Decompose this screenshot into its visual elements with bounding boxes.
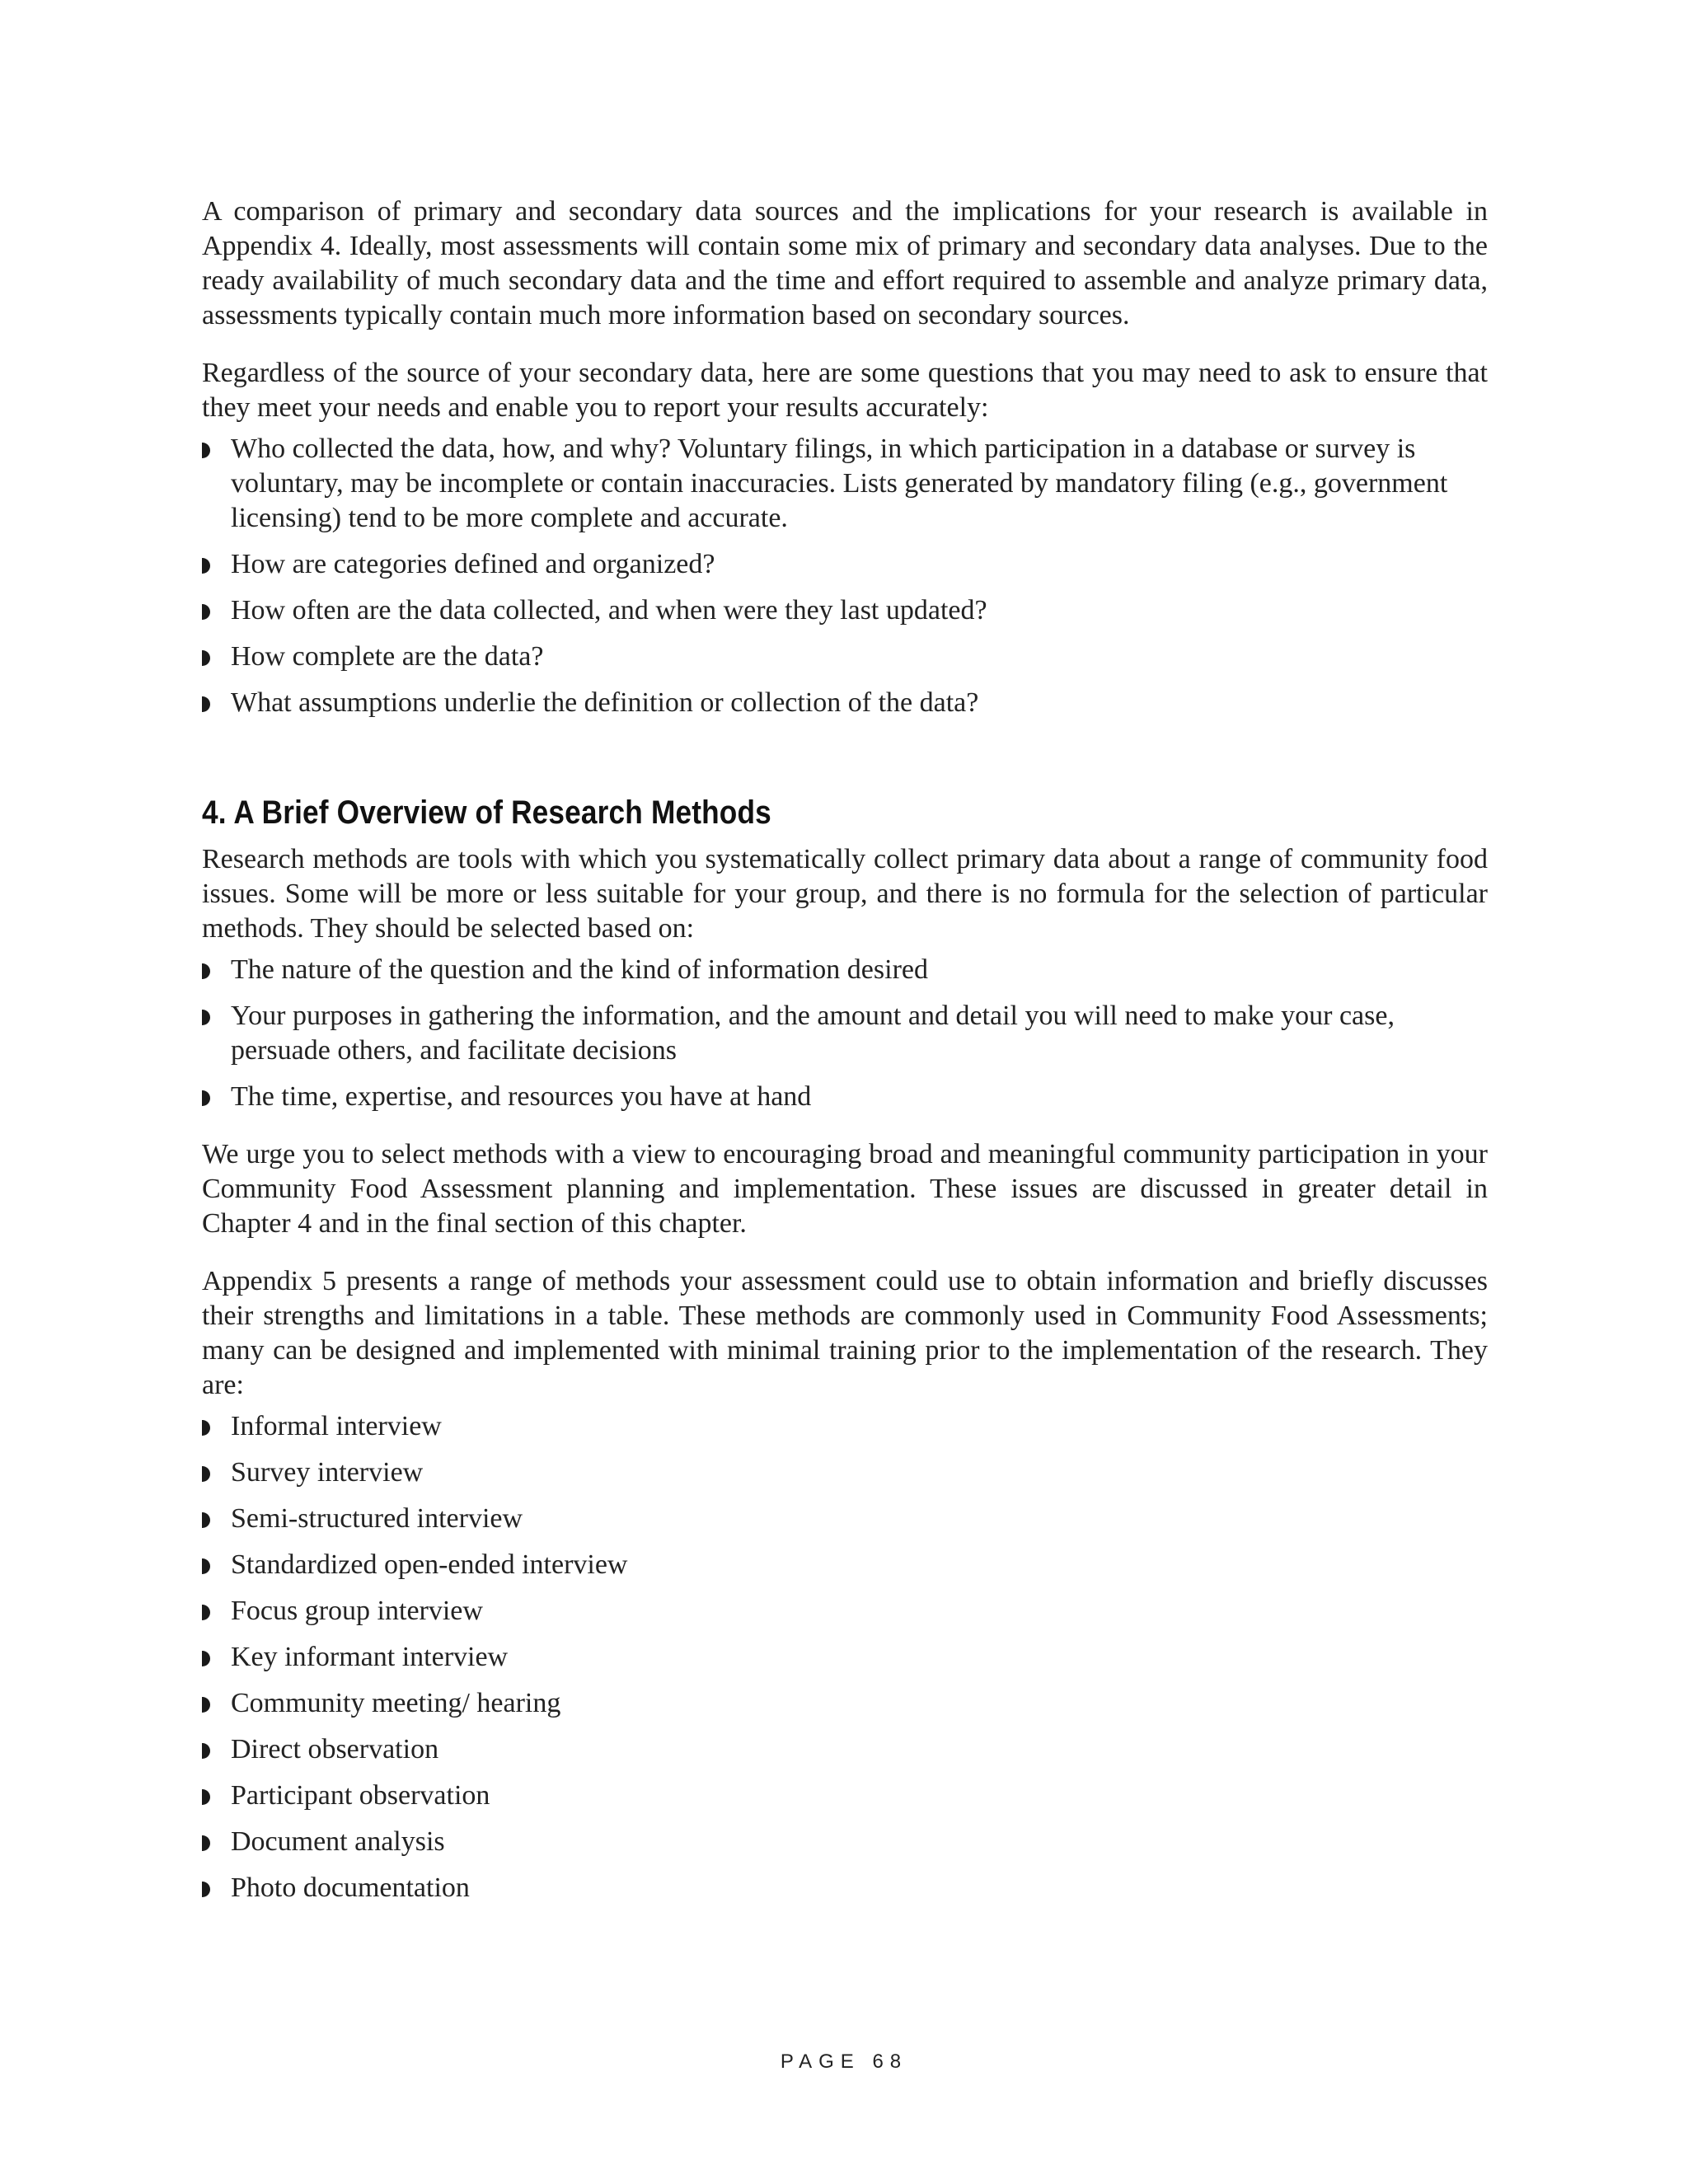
bullet-icon bbox=[202, 1697, 210, 1713]
list-item-text: Informal interview bbox=[231, 1411, 442, 1441]
list-item-text: Community meeting/ hearing bbox=[231, 1688, 561, 1718]
intro-paragraph-2: Regardless of the source of your secondary data, here are some questions that you may need to ask to ensure that they meet your needs and enable you to report your results accurately: bbox=[202, 358, 1488, 423]
bullet-icon bbox=[202, 963, 210, 979]
list-item bbox=[202, 1732, 1488, 1767]
bullet-icon bbox=[202, 558, 210, 574]
bullet-icon bbox=[202, 1558, 210, 1574]
list-item-text: Your purposes in gathering the information, and the amount and detail you will need to make your case, persuade others, and facilitate decisions bbox=[231, 1001, 1395, 1066]
list-item bbox=[202, 1080, 1488, 1114]
bullet-icon bbox=[202, 1090, 210, 1106]
list-item-text: Semi-structured interview bbox=[231, 1503, 523, 1534]
list-item-text: Document analysis bbox=[231, 1826, 445, 1857]
bullet-icon bbox=[202, 1835, 210, 1851]
bullet-icon bbox=[202, 1605, 210, 1620]
bullet-icon bbox=[202, 1466, 210, 1482]
methods-paragraph-2: We urge you to select methods with a view to encouraging broad and meaningful community participation in your Community Food Assessment planning and implementation. These issues are discussed in greater detail in Chapter 4 and in the final section of this chapter. bbox=[202, 1139, 1488, 1239]
bullet-icon bbox=[202, 1651, 210, 1666]
list-item-text: Direct observation bbox=[231, 1734, 439, 1765]
bullet-icon bbox=[202, 650, 210, 666]
method-criteria-list bbox=[202, 953, 1488, 1114]
research-methods-list bbox=[202, 1409, 1488, 1905]
list-item bbox=[202, 1825, 1488, 1859]
list-item-text: How complete are the data? bbox=[231, 641, 544, 672]
bullet-icon bbox=[202, 1789, 210, 1805]
list-item bbox=[202, 1409, 1488, 1444]
intro-paragraph-1: A comparison of primary and secondary data sources and the implications for your research is available in Appendix 4. Ideally, most assessments will contain some mix of primary and secondary data analyses. Due to the ready availability of much secondary data and the time and effort required to assemble and analyze primary data, assessments typically contain much more information based on secondary sources. bbox=[202, 196, 1488, 330]
page-content bbox=[202, 194, 1488, 1929]
list-item bbox=[202, 1871, 1488, 1905]
list-item bbox=[202, 640, 1488, 674]
bullet-icon bbox=[202, 1882, 210, 1897]
methods-paragraph-3: Appendix 5 presents a range of methods your assessment could use to obtain information and briefly discusses their strengths and limitations in a table. These methods are commonly used in Community Food Assessments; many can be designed and implemented with minimal training prior to the implementation of the research. They are: bbox=[202, 1266, 1488, 1400]
page-number: PAGE 68 bbox=[780, 2050, 908, 2073]
list-item-text: Participant observation bbox=[231, 1780, 490, 1811]
list-item-text: Standardized open-ended interview bbox=[231, 1549, 628, 1580]
bullet-icon bbox=[202, 1010, 210, 1025]
section-heading: 4. A Brief Overview of Research Methods bbox=[202, 794, 771, 831]
bullet-icon bbox=[202, 604, 210, 620]
list-item bbox=[202, 547, 1488, 582]
list-item-text: What assumptions underlie the definition or collection of the data? bbox=[231, 687, 979, 718]
list-item bbox=[202, 1594, 1488, 1629]
list-item-text: The nature of the question and the kind of information desired bbox=[231, 954, 928, 985]
list-item bbox=[202, 1455, 1488, 1490]
list-item bbox=[202, 593, 1488, 628]
list-item bbox=[202, 953, 1488, 987]
bullet-icon bbox=[202, 443, 210, 458]
secondary-data-questions-list bbox=[202, 432, 1488, 720]
list-item bbox=[202, 999, 1488, 1068]
methods-paragraph-1: Research methods are tools with which you systematically collect primary data about a range of community food issues. Some will be more or less suitable for your group, and there is no formula for the selection of particular methods. They should be selected based on: bbox=[202, 844, 1488, 944]
list-item bbox=[202, 1779, 1488, 1813]
list-item-text: Survey interview bbox=[231, 1457, 424, 1488]
bullet-icon bbox=[202, 1512, 210, 1528]
list-item bbox=[202, 1548, 1488, 1582]
list-item bbox=[202, 1640, 1488, 1675]
bullet-icon bbox=[202, 696, 210, 712]
bullet-icon bbox=[202, 1420, 210, 1436]
list-item bbox=[202, 1502, 1488, 1536]
list-item-text: The time, expertise, and resources you have at hand bbox=[231, 1081, 812, 1112]
list-item-text: Who collected the data, how, and why? Voluntary filings, in which participation in a database or survey is voluntary, may be incomplete or contain inaccuracies. Lists generated by mandatory filing (e.g., government licensing) tend to be more complete and accurate. bbox=[231, 434, 1448, 533]
section-spacer bbox=[202, 743, 1488, 793]
list-item bbox=[202, 1686, 1488, 1721]
list-item-text: Focus group interview bbox=[231, 1596, 483, 1626]
list-item-text: How are categories defined and organized? bbox=[231, 549, 715, 579]
list-item-text: Key informant interview bbox=[231, 1642, 509, 1672]
list-item-text: Photo documentation bbox=[231, 1872, 470, 1903]
list-item bbox=[202, 686, 1488, 720]
list-item bbox=[202, 432, 1488, 536]
list-item-text: How often are the data collected, and when were they last updated? bbox=[231, 595, 987, 626]
bullet-icon bbox=[202, 1743, 210, 1759]
